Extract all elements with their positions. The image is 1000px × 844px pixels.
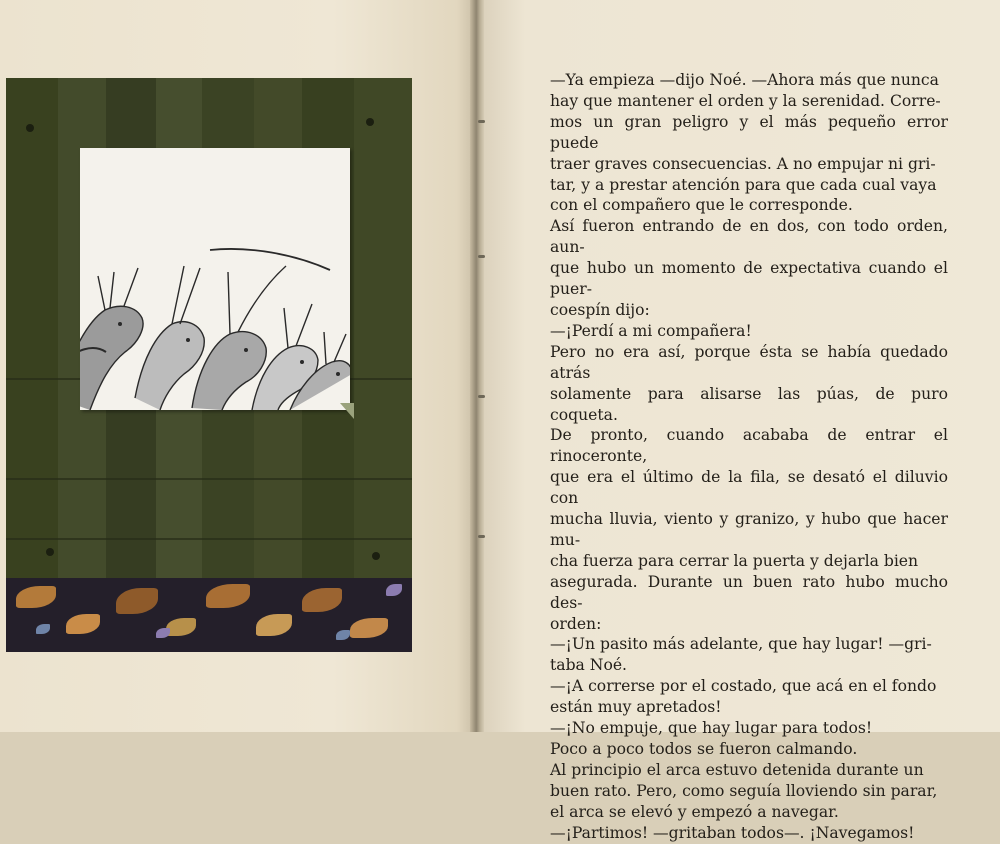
text-line: Pero no era así, porque ésta se había quedado atrás [550, 342, 948, 382]
fabric-leaf [206, 584, 250, 608]
text-line: taba Noé. [550, 656, 628, 675]
story-text [550, 70, 948, 844]
text-line: que hubo un momento de expectativa cuando el puer- [550, 259, 948, 299]
binding-stitch [478, 395, 485, 398]
text-line: traer graves consecuencias. A no empujar ni gri- [550, 154, 936, 173]
text-line: —¡No empuje, que hay lugar para todos! [550, 719, 873, 738]
nail [46, 548, 54, 556]
text-line: Poco a poco todos se fueron calmando. [550, 740, 858, 758]
fabric-leaf [16, 586, 56, 608]
fabric-flower [336, 630, 350, 640]
fabric-leaf [66, 614, 100, 634]
binding-stitch [478, 255, 485, 258]
text-line: tar, y a prestar atención para que cada cual vaya [550, 175, 937, 194]
fabric-flower [156, 628, 170, 638]
fabric-leaf [116, 588, 158, 614]
text-line: —¡A correrse por el costado, que acá en el fondo [550, 677, 937, 696]
text-line: mos un gran peligro y el más pequeño error puede [550, 112, 948, 152]
collage-illustration [6, 78, 412, 578]
text-line: que era el último de la fila, se desató el diluvio con [550, 468, 948, 508]
nail [366, 118, 374, 126]
text-line: —¡Perdí a mi compañera! [550, 321, 752, 340]
text-line: buen rato. Pero, como seguía lloviendo sin parar, [550, 781, 938, 800]
book-gutter [470, 0, 484, 732]
wood-seam [6, 478, 412, 480]
text-line: asegurada. Durante un buen rato hubo mucho des- [550, 572, 948, 612]
fabric-leaf [302, 588, 342, 612]
text-line: están muy apretados! [550, 698, 722, 717]
floral-fabric [6, 578, 412, 652]
text-line: De pronto, cuando acababa de entrar el rinoceronte, [550, 426, 948, 466]
fabric-flower [36, 624, 50, 634]
paper-fold [340, 403, 354, 419]
paper-sheet [80, 148, 350, 410]
text-line: con el compañero que le corresponde. [550, 196, 853, 215]
text-line: mucha lluvia, viento y granizo, y hubo que hacer mu- [550, 510, 948, 549]
fabric-flower [386, 584, 402, 596]
fabric-leaf [166, 618, 196, 636]
text-line: cha fuerza para cerrar la puerta y dejarla bien [550, 551, 919, 570]
text-line: coespín dijo: [550, 300, 650, 319]
antelopes-engraving [80, 248, 350, 410]
text-line: el arca se elevó y empezó a navegar. [550, 802, 839, 821]
text-line: solamente para alisarse las púas, de puro coqueta. [550, 384, 948, 424]
binding-stitch [478, 120, 485, 123]
binding-stitch [478, 535, 485, 538]
wood-plank [6, 78, 60, 578]
text-line: hay que mantener el orden y la serenidad. Corre- [550, 91, 941, 110]
nail [372, 552, 380, 560]
wood-plank [354, 78, 412, 578]
fabric-leaf [350, 618, 388, 638]
fabric-leaf [256, 614, 292, 636]
text-line: —Ya empieza —dijo Noé. —Ahora más que nunca [550, 71, 939, 89]
wood-seam [6, 538, 412, 540]
text-line: Al principio el arca estuvo detenida durante un [550, 760, 924, 779]
text-line: —¡Un pasito más adelante, que hay lugar! —gri- [550, 635, 932, 654]
text-line: —¡Partimos! —gritaban todos—. ¡Navegamos! [550, 823, 915, 842]
nail [26, 124, 34, 132]
text-line: Así fueron entrando de en dos, con todo orden, aun- [550, 217, 948, 257]
text-line: orden: [550, 614, 602, 633]
